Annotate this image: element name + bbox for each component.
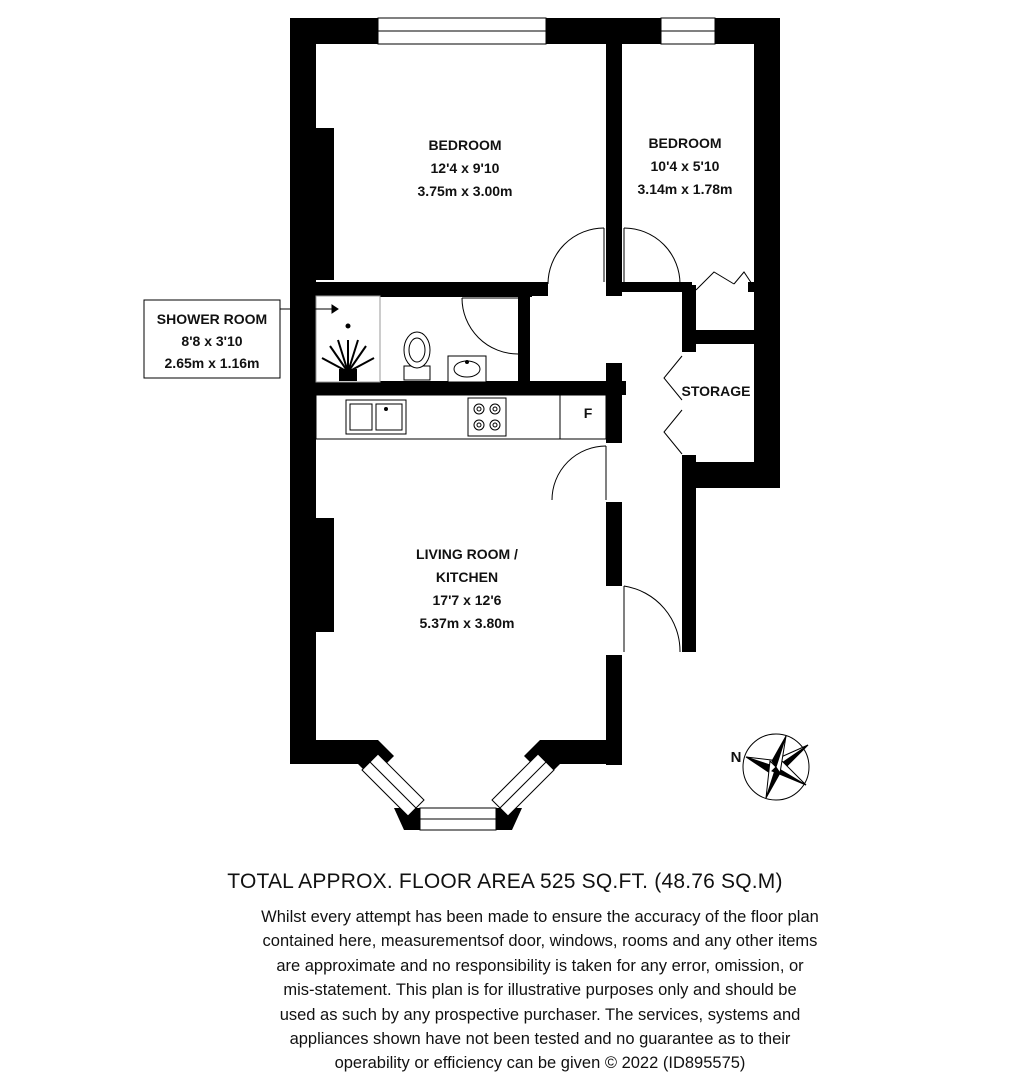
disclaimer-line: operability or efficiency can be given © 2022 (ID895575) bbox=[334, 1054, 746, 1073]
hob-icon bbox=[468, 398, 506, 436]
sink-icon bbox=[346, 400, 406, 434]
total-floor-area: TOTAL APPROX. FLOOR AREA 525 SQ.FT. (48.76 SQ.M) bbox=[227, 870, 783, 893]
room-label-bedroom-1 bbox=[418, 137, 513, 199]
shower-name: SHOWER ROOM bbox=[156, 311, 268, 327]
compass-rose-icon bbox=[743, 734, 809, 800]
bedroom-2-name: BEDROOM bbox=[648, 135, 722, 151]
living-name-1: LIVING ROOM / bbox=[416, 546, 518, 562]
room-label-living bbox=[416, 546, 518, 631]
storage-label: STORAGE bbox=[681, 383, 751, 399]
living-imperial: 17'7 x 12'6 bbox=[432, 592, 502, 608]
room-label-bedroom-2 bbox=[638, 135, 733, 197]
disclaimer-line: mis-statement. This plan is for illustrative purposes only and should be bbox=[283, 981, 797, 1000]
bedroom-2-imperial: 10'4 x 5'10 bbox=[650, 158, 720, 174]
disclaimer-line: are approximate and no responsibility is taken for any error, omission, or bbox=[276, 956, 804, 975]
living-metric: 5.37m x 3.80m bbox=[419, 615, 515, 631]
living-name-2: KITCHEN bbox=[435, 569, 499, 585]
compass-north-label: N bbox=[730, 749, 742, 766]
shower-metric: 2.65m x 1.16m bbox=[164, 355, 260, 371]
basin-icon bbox=[448, 356, 486, 382]
disclaimer-line: used as such by any prospective purchaser. The services, systems and bbox=[279, 1005, 801, 1024]
shower-fixtures bbox=[316, 296, 486, 382]
bedroom-1-name: BEDROOM bbox=[428, 137, 502, 153]
bedroom-2-metric: 3.14m x 1.78m bbox=[637, 181, 733, 197]
disclaimer bbox=[140, 905, 940, 1076]
kitchen-fixtures bbox=[316, 395, 606, 439]
disclaimer-line: Whilst every attempt has been made to ensure the accuracy of the floor plan bbox=[261, 908, 819, 926]
fridge-label: F bbox=[583, 405, 593, 421]
bedroom-1-metric: 3.75m x 3.00m bbox=[417, 183, 513, 199]
disclaimer-line: contained here, measurementsof door, windows, rooms and any other items bbox=[262, 932, 818, 951]
disclaimer-line: appliances shown have not been tested and no guarantee as to their bbox=[289, 1030, 791, 1049]
bedroom-1-imperial: 12'4 x 9'10 bbox=[430, 160, 500, 176]
toilet-icon bbox=[404, 332, 430, 380]
shower-imperial: 8'8 x 3'10 bbox=[181, 333, 243, 349]
